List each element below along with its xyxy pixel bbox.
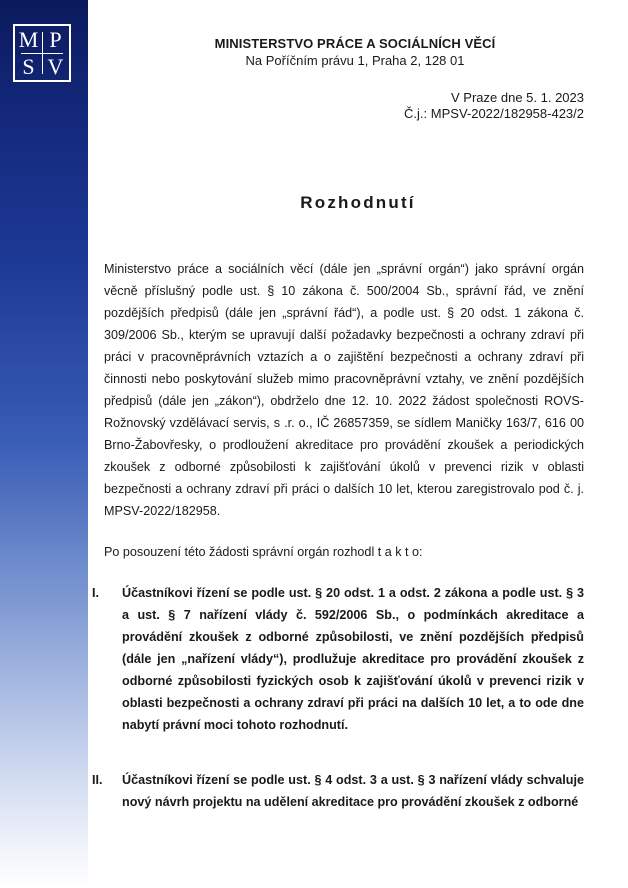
issue-date: V Praze dne 5. 1. 2023 [451, 90, 584, 105]
date-reference-block [404, 90, 584, 122]
decision-point-2 [92, 769, 584, 813]
decision-point-1 [92, 582, 584, 736]
mpsv-logo [13, 24, 71, 82]
body-paragraph: Ministerstvo práce a sociálních věcí (dále jen „správní orgán“) jako správní orgán věcně příslušný podle ust. § 10 zákona č. 500/2004 Sb., správní řád, ve znění pozdějších předpisů (dále jen „správní řád“), a podle ust. § 20 odst. 1 zákona č. 309/2006 Sb., kterým se upravují další požadavky bezpečnosti a ochrany zdraví při práci v pracovněprávních vztazích a o zajištění bezpečnosti a ochrany zdraví při činnosti nebo poskytování služeb mimo pracovněprávní vztahy, ve znění pozdějších předpisů (dále jen „zákon“), obdrželo dne 12. 10. 2022 žádost společnosti ROVS-Rožnovský vzdělávací servis, s .r. o., IČ 26857359, se sídlem Maničky 163/7, 616 00 Brno-Žabovřesky, o prodloužení akreditace pro provádění zkoušek a periodických zkoušek z odborné způsobilosti k zajišťování úkolů v prevenci rizik v oblasti bezpečnosti a ochrany zdraví při práci o dalších 10 let, kterou zaregistrovalo pod č. j. MPSV-2022/182958. [104, 262, 584, 518]
document-title: Rozhodnutí [300, 193, 416, 212]
left-decorative-band [0, 0, 88, 888]
logo-letter: P [49, 26, 62, 52]
ministry-address: Na Poříčním právu 1, Praha 2, 128 01 [245, 53, 465, 68]
logo-letter: S [22, 53, 35, 79]
reference-number: Č.j.: MPSV-2022/182958-423/2 [404, 106, 584, 121]
ministry-name: MINISTERSTVO PRÁCE A SOCIÁLNÍCH VĚCÍ [214, 36, 496, 51]
point-text: Účastníkovi řízení se podle ust. § 20 odst. 1 a odst. 2 zákona a podle ust. § 3 a ust. § 7 nařízení vlády č. 592/2006 Sb., o podmínkách akreditace a provádění zkoušek z odborné způsobilosti, ve znění pozdějších předpisů (dále jen „nařízení vlády“), prodlužuje akreditace pro provádění zkoušek z odborné způsobilosti fyzických osob k zajišťování úkolů v prevenci rizik v oblasti bezpečnosti a ochrany zdraví při práci na dalších 10 let, a to ode dne nabytí právní moci tohoto rozhodnutí. [122, 586, 584, 732]
point-text: Účastníkovi řízení se podle ust. § 4 odst. 3 a ust. § 3 nařízení vlády schvaluje nový návrh projektu na udělení akreditace pro provádění zkoušek z odborné [122, 773, 584, 809]
logo-letter: V [47, 53, 64, 79]
logo-letters [15, 26, 69, 80]
point-number: II. [92, 773, 103, 787]
decision-intro: Po posouzení této žádosti správní orgán rozhodl t a k t o: [104, 545, 423, 559]
point-number: I. [92, 586, 99, 600]
letterhead [120, 36, 590, 68]
logo-letter: M [18, 26, 39, 52]
